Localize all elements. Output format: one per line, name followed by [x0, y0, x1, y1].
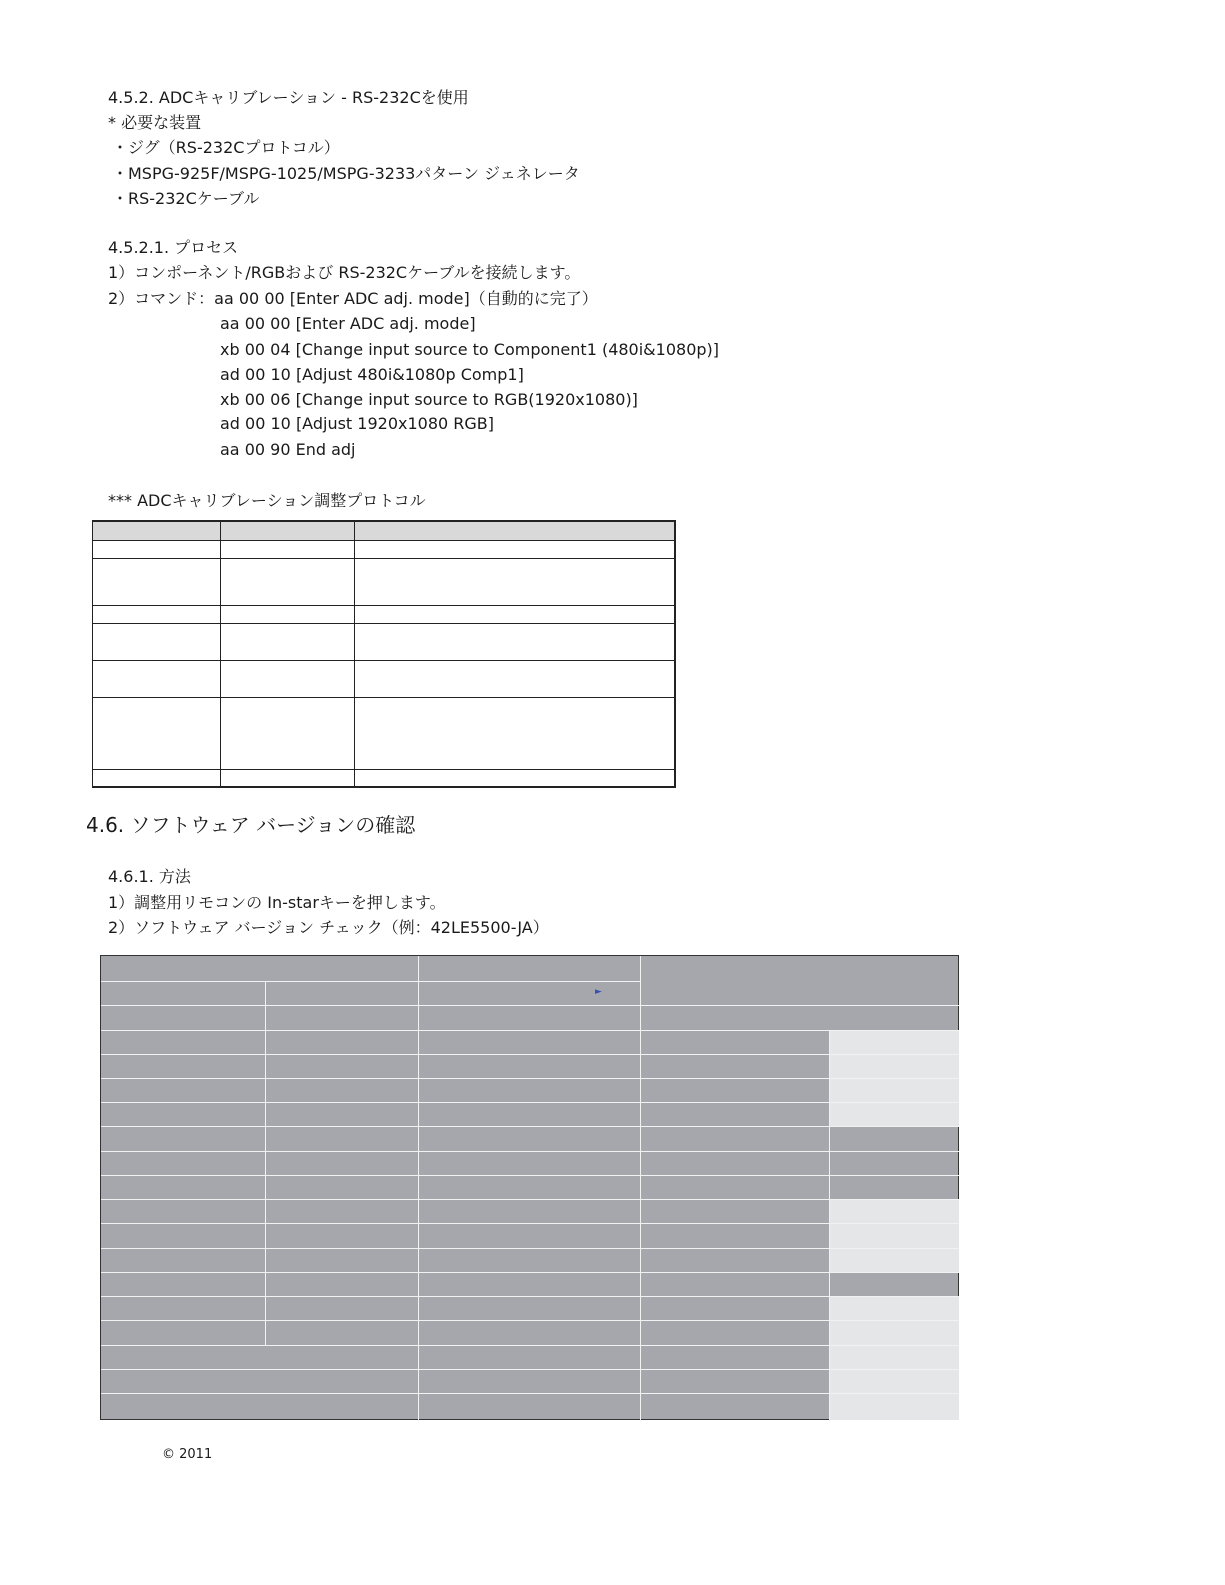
grid-row-divider [101, 1078, 959, 1079]
command-line: xb 00 04 [Change input source to Component1 (480i&1080p)] [220, 340, 720, 359]
equipment-item: ・RS-232Cケーブル [112, 189, 260, 208]
command-line: aa 00 00 [Enter ADC adj. mode] [220, 314, 476, 333]
grid-col-divider [829, 1030, 830, 1421]
grid-row-divider [101, 1005, 959, 1006]
grid-row-divider [101, 1175, 959, 1176]
grid-row-divider [101, 1296, 959, 1297]
table-row-divider [93, 558, 674, 559]
grid-row-divider [101, 1393, 959, 1394]
equipment-title: * 必要な装置 [108, 113, 202, 132]
grid-row-divider [101, 1199, 959, 1200]
grid-row-divider [101, 1054, 959, 1055]
copyright: © 2011 [162, 1447, 213, 1462]
command-line: aa 00 90 End adj [220, 440, 356, 459]
grid-row-divider [101, 1320, 959, 1321]
grid-col-divider [418, 956, 419, 1421]
grid-row-divider [101, 1369, 959, 1370]
table-row-divider [93, 623, 674, 624]
method-step-1: 1）調整用リモコンの In-starキーを押します。 [108, 893, 446, 912]
table-row-divider [93, 769, 674, 770]
table-row-divider [93, 697, 674, 698]
protocol-table-title: *** ADCキャリブレーション調整プロトコル [108, 491, 426, 510]
table-col-divider [220, 522, 221, 786]
grid-col-divider [640, 956, 641, 1421]
process-step-1: 1）コンポーネント/RGBおよび RS-232Cケーブルを接続します。 [108, 263, 581, 282]
adc-protocol-table [92, 520, 676, 788]
table-row-divider [93, 660, 674, 661]
section-46-heading: 4.6. ソフトウェア バージョンの確認 [86, 813, 416, 837]
grid-col-divider [265, 981, 266, 1346]
grid-row-divider [101, 1248, 959, 1249]
grid-row-divider [101, 1151, 959, 1152]
section-452-heading: 4.5.2. ADCキャリブレーション - RS-232Cを使用 [108, 88, 469, 107]
equipment-item: ・MSPG-925F/MSPG-1025/MSPG-3233パターン ジェネレータ [112, 164, 580, 183]
right-triangle-icon: ► [595, 987, 602, 997]
process-step-2: 2）コマンド：aa 00 00 [Enter ADC adj. mode]（自動的に完了） [108, 289, 598, 308]
command-line: ad 00 10 [Adjust 1920x1080 RGB] [220, 414, 495, 433]
table-col-divider [354, 522, 355, 786]
table-row-divider [93, 540, 674, 541]
process-heading: 4.5.2.1. プロセス [108, 238, 239, 257]
grid-row-divider [101, 981, 640, 982]
grid-cell-light [830, 1199, 959, 1272]
equipment-item: ・ジグ（RS-232Cプロトコル） [112, 138, 340, 157]
grid-row-divider [101, 1223, 959, 1224]
command-line: ad 00 10 [Adjust 480i&1080p Comp1] [220, 365, 524, 384]
grid-row-divider [101, 1030, 959, 1031]
grid-row-divider [101, 1126, 959, 1127]
method-step-2: 2）ソフトウェア バージョン チェック（例：42LE5500-JA） [108, 918, 549, 937]
command-line: xb 00 06 [Change input source to RGB(1920x1080)] [220, 390, 638, 409]
method-heading: 4.6.1. 方法 [108, 867, 191, 886]
grid-row-divider [101, 1345, 959, 1346]
grid-cell-light [830, 1296, 959, 1420]
software-version-grid [100, 955, 959, 1420]
table-header-row [93, 522, 674, 540]
table-row-divider [93, 605, 674, 606]
grid-row-divider [101, 1102, 959, 1103]
grid-row-divider [101, 1272, 959, 1273]
